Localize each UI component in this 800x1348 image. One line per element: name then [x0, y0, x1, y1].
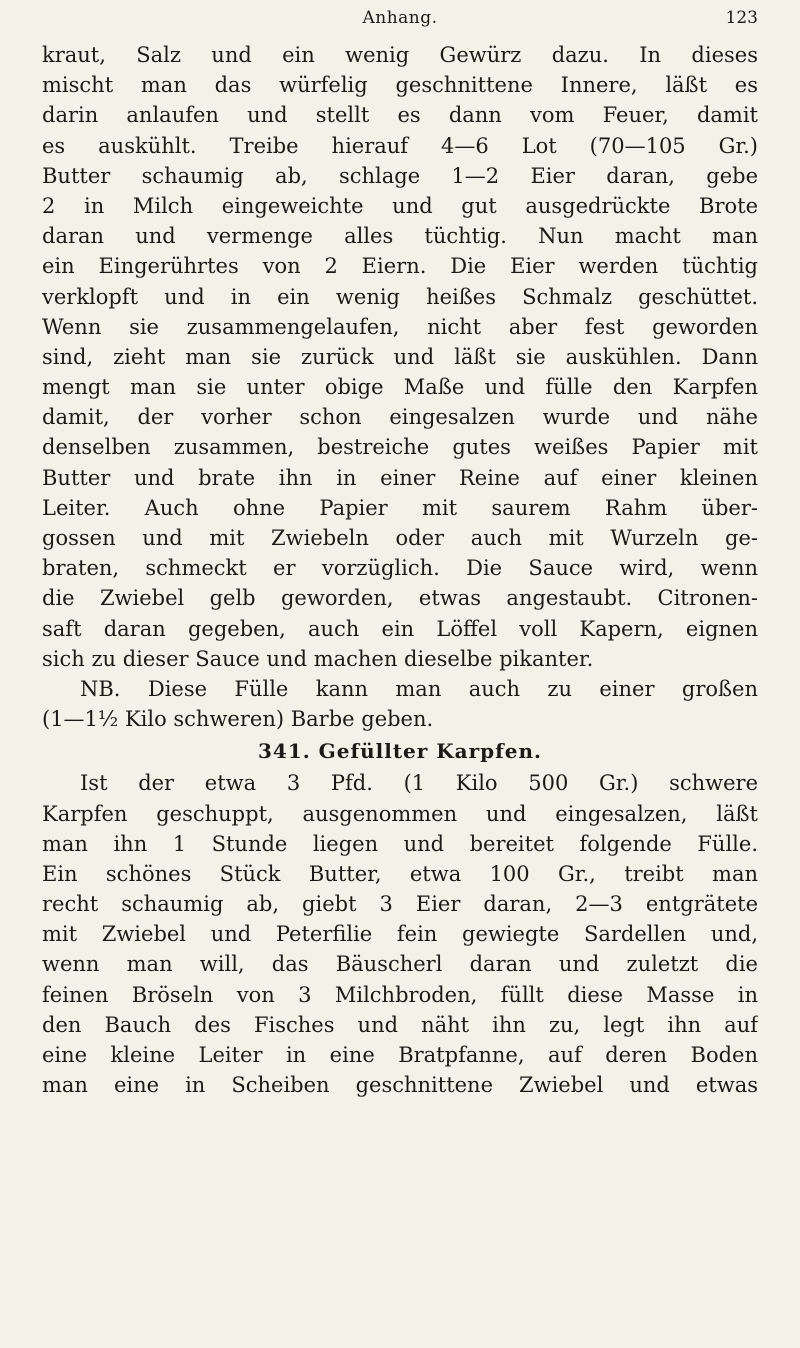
text-line: gossen und mit Zwiebeln oder auch mit Wurzeln ge- [42, 526, 758, 550]
text-line: 2 in Milch eingeweichte und gut ausgedrückte Brote [42, 193, 758, 218]
text-line: verklopft und in ein wenig heißes Schmalz geschüttet. [42, 284, 758, 309]
body-text [42, 40, 758, 1100]
text-line: Ein schönes Stück Butter, etwa 100 Gr., treibt man [42, 861, 758, 886]
text-line: Butter schaumig ab, schlage 1—2 Eier daran, gebe [42, 163, 758, 188]
note-line: NB. Diese Fülle kann man auch zu einer großen [80, 676, 758, 701]
text-line: mischt man das würfelig geschnittene Innere, läßt es [42, 73, 758, 98]
text-line: man ihn 1 Stunde liegen und bereitet folgende Fülle. [42, 831, 758, 856]
text-line: saft daran gegeben, auch ein Löffel voll Kapern, eignen [42, 616, 758, 641]
text-line: mit Zwiebel und Peterfilie fein gewiegte Sardellen und, [42, 922, 758, 947]
text-line: Leiter. Auch ohne Papier mit saurem Rahm über- [42, 495, 758, 520]
text-line: man eine in Scheiben geschnittene Zwiebel und etwas [42, 1073, 758, 1098]
text-line: damit, der vorher schon eingesalzen wurde und nähe [42, 405, 758, 430]
text-line: Karpfen geschuppt, ausgenommen und eingesalzen, läßt [42, 801, 758, 826]
text-line: ein Eingerührtes von 2 Eiern. Die Eier werden tüchtig [42, 254, 758, 279]
text-line: den Bauch des Fisches und näht ihn zu, legt ihn auf [42, 1012, 758, 1037]
page-header [42, 0, 758, 40]
text-line: kraut, Salz und ein wenig Gewürz dazu. In dieses [42, 43, 758, 67]
text-line: feinen Bröseln von 3 Milchbroden, füllt diese Masse in [42, 982, 758, 1007]
page-number: 123 [725, 8, 758, 28]
text-line: Wenn sie zusammengelaufen, nicht aber fest geworden [42, 314, 758, 339]
text-line: mengt man sie unter obige Maße und fülle den Karpfen [42, 375, 758, 400]
text-line: denselben zusammen, bestreiche gutes weißes Papier mit [42, 435, 758, 460]
text-line: daran und vermenge alles tüchtig. Nun macht man [42, 224, 758, 249]
text-line: es auskühlt. Treibe hierauf 4—6 Lot (70—105 Gr.) [42, 133, 758, 158]
text-line: braten, schmeckt er vorzüglich. Die Sauce wird, wenn [42, 556, 758, 581]
note-paragraph [42, 674, 758, 734]
text-line: darin anlaufen und stellt es dann vom Feuer, damit [42, 103, 758, 128]
recipe-heading: 341. Gefüllter Karpfen. [258, 739, 542, 764]
paragraph-recipe-continuation [42, 40, 758, 674]
text-line: recht schaumig ab, giebt 3 Eier daran, 2—3 entgrätete [42, 892, 758, 917]
text-line: eine kleine Leiter in eine Bratpfanne, auf deren Boden [42, 1043, 758, 1067]
text-line: sich zu dieser Sauce und machen dieselbe pikanter. [42, 646, 594, 671]
running-head: Anhang. [362, 8, 438, 28]
note-line: (1—1½ Kilo schweren) Barbe geben. [42, 707, 434, 732]
text-line: die Zwiebel gelb geworden, etwas angestaubt. Citronen- [42, 586, 758, 611]
text-line: Ist der etwa 3 Pfd. (1 Kilo 500 Gr.) schwere [80, 771, 758, 796]
text-line: Butter und brate ihn in einer Reine auf einer kleinen [42, 465, 758, 490]
paragraph-recipe-341 [42, 768, 758, 1100]
text-line: wenn man will, das Bäuscherl daran und zuletzt die [42, 952, 758, 977]
text-line: sind, zieht man sie zurück und läßt sie auskühlen. Dann [42, 344, 758, 369]
book-page [42, 0, 758, 1348]
